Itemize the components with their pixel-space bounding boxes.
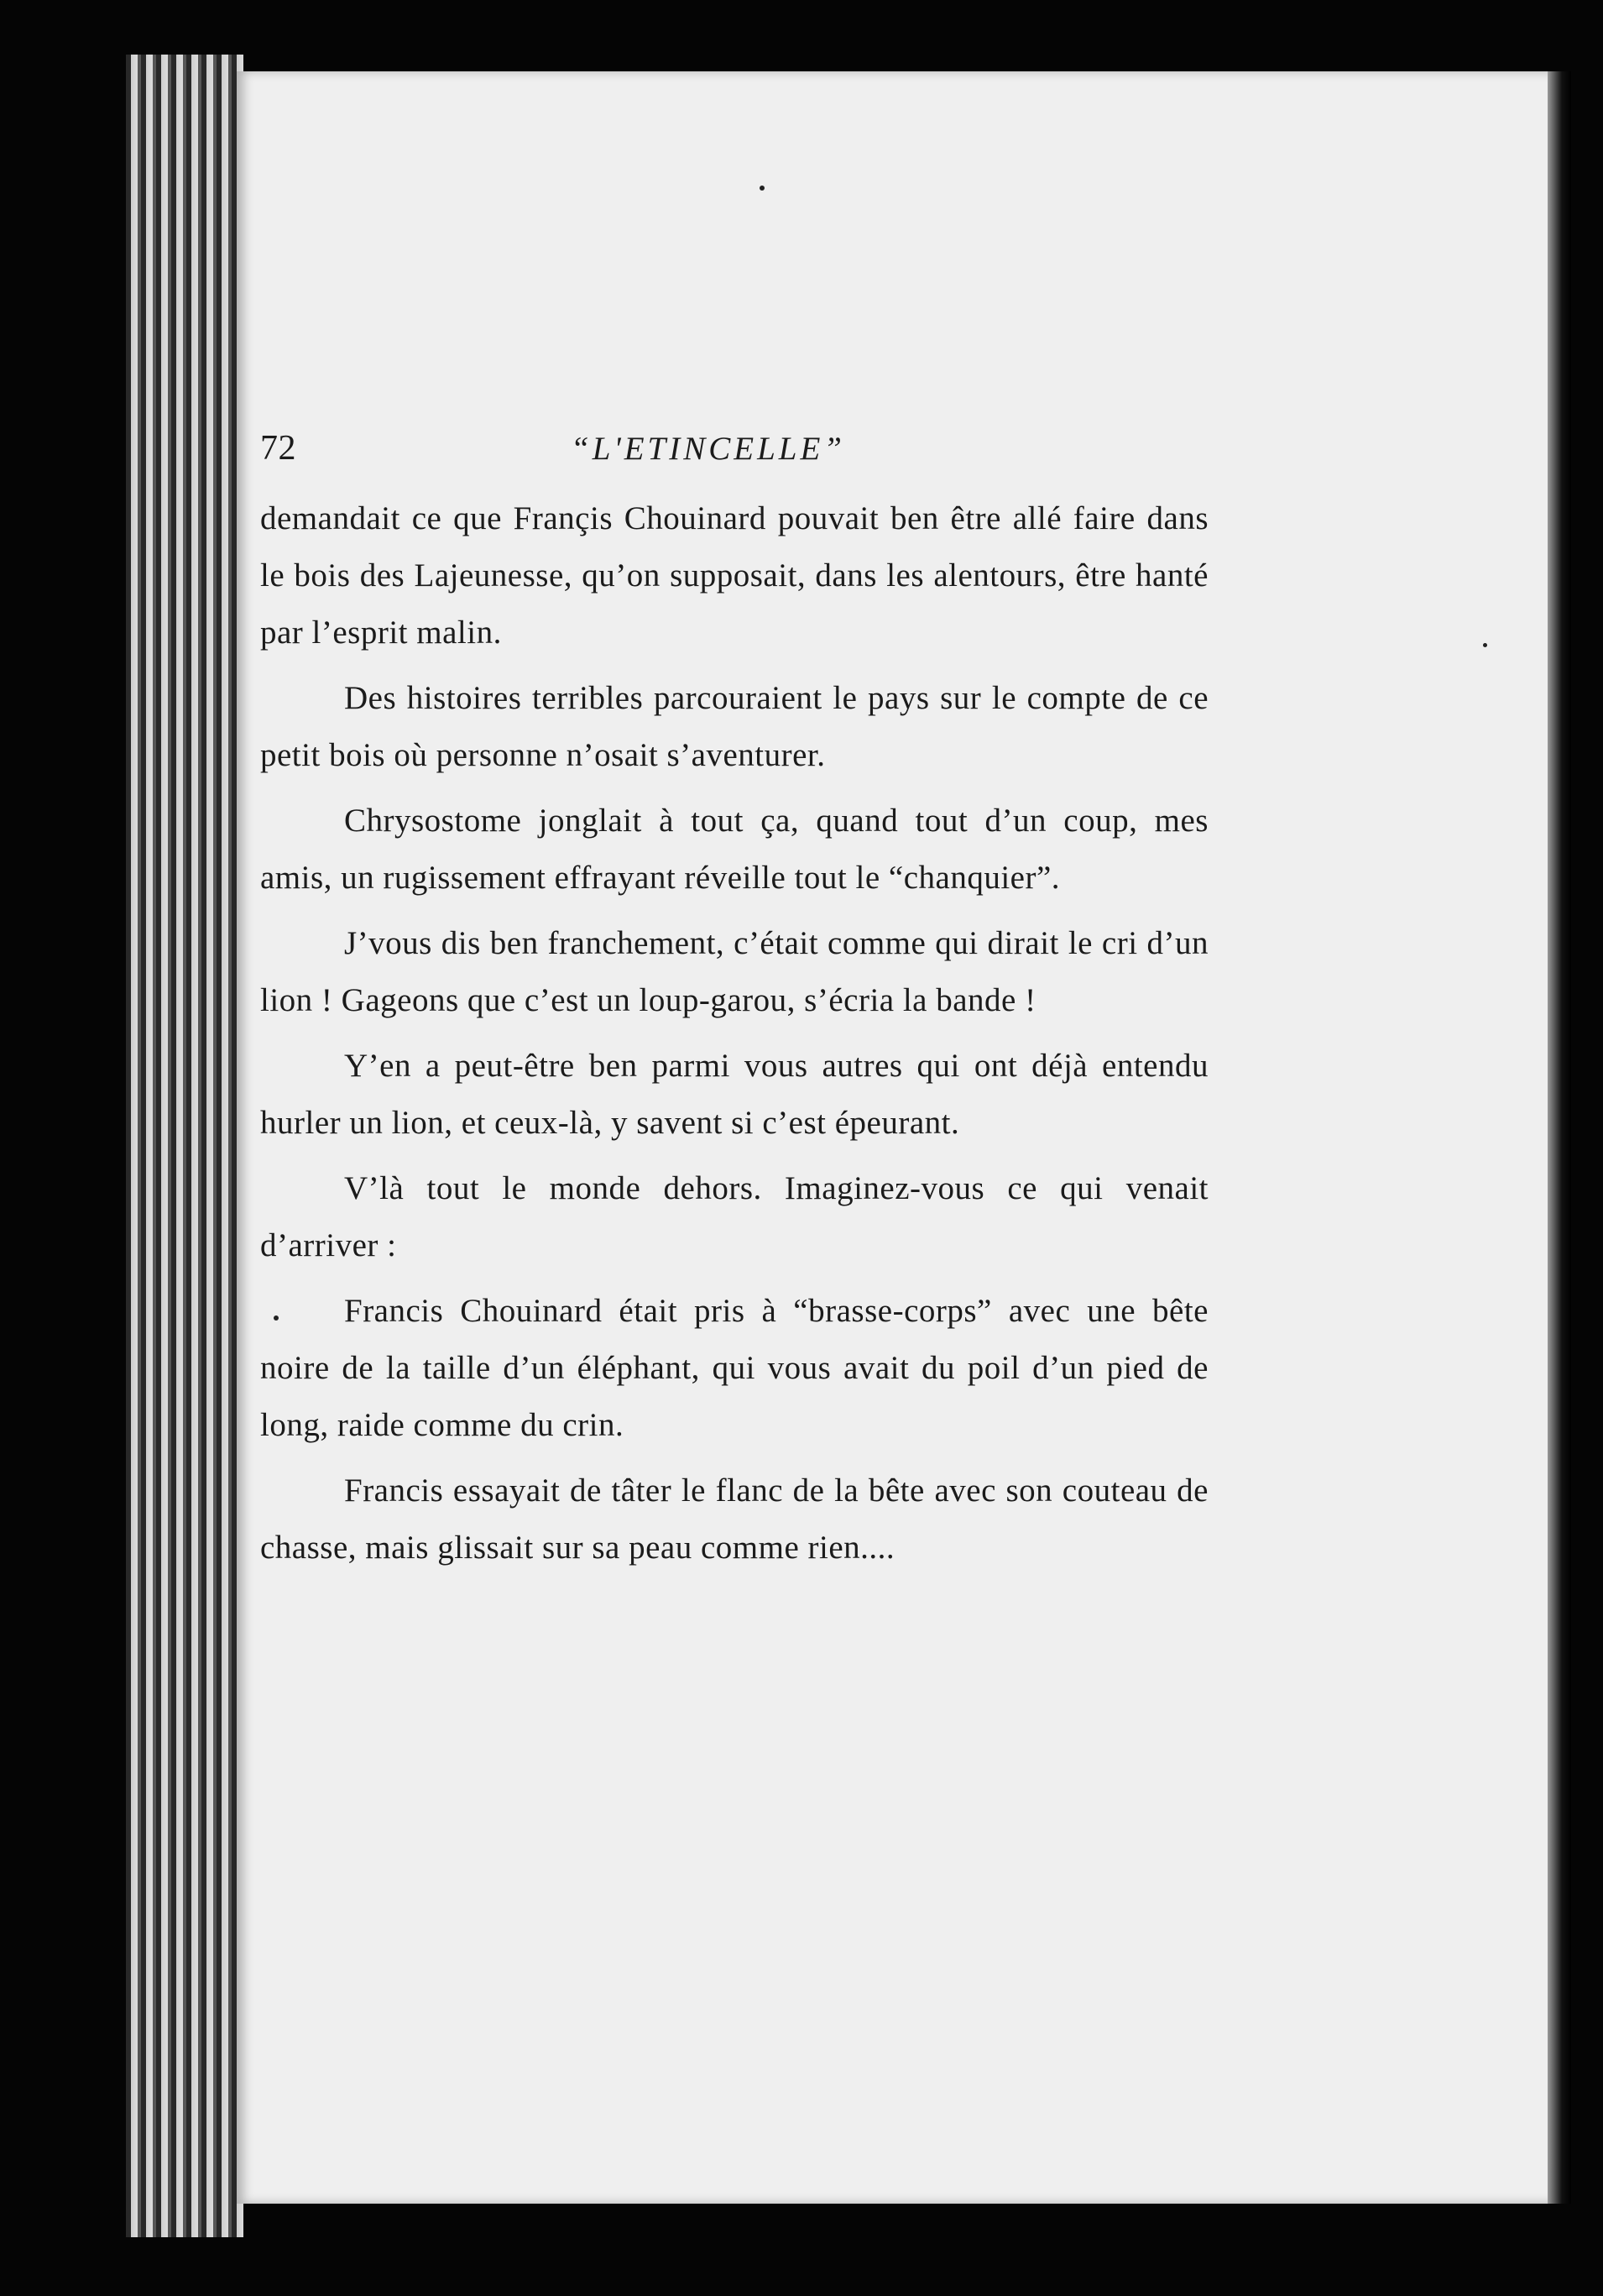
book-page-edges (126, 55, 243, 2237)
scan-dust-mark (760, 186, 765, 191)
paragraph: J’vous dis ben franchement, c’était comme qui dirait le cri d’un lion ! Gageons que c’est un loup-garou, s’écria la bande ! (260, 925, 1209, 1018)
running-title: “L'ETINCELLE” (571, 431, 845, 467)
paragraph: Y’en a peut-être ben parmi vous autres qui ont déjà entendu hurler un lion, et ceux-là, y savent si c’est épeurant. (260, 1048, 1209, 1141)
paragraph: Chrysostome jonglait à tout ça, quand tout d’un coup, mes amis, un rugissement effrayant réveille tout le “chanquier”. (260, 803, 1209, 896)
scan-dust-mark (1483, 643, 1487, 647)
paragraph: Francis essayait de tâter le flanc de la bête avec son couteau de chasse, mais glissait sur sa peau comme rien.... (260, 1472, 1209, 1566)
paragraph: V’là tout le monde dehors. Imaginez-vous ce qui venait d’arriver : (260, 1170, 1209, 1263)
binding-edge (1548, 71, 1571, 2204)
page-text (260, 420, 1209, 1585)
paragraph: demandait ce que Françis Chouinard pouvait ben être allé faire dans le bois des Lajeunesse, qu’on supposait, dans les alentours, être hanté par l’esprit malin. (260, 500, 1209, 651)
running-head (260, 420, 1209, 480)
page-number: 72 (260, 429, 296, 468)
paragraph: Des histoires terribles parcouraient le pays sur le compte de ce petit bois où personne n’osait s’aventurer. (260, 680, 1209, 773)
paragraph: Francis Chouinard était pris à “brasse-corps” avec une bête noire de la taille d’un éléphant, qui vous avait du poil d’un pied de long, raide comme du crin. (260, 1293, 1209, 1443)
